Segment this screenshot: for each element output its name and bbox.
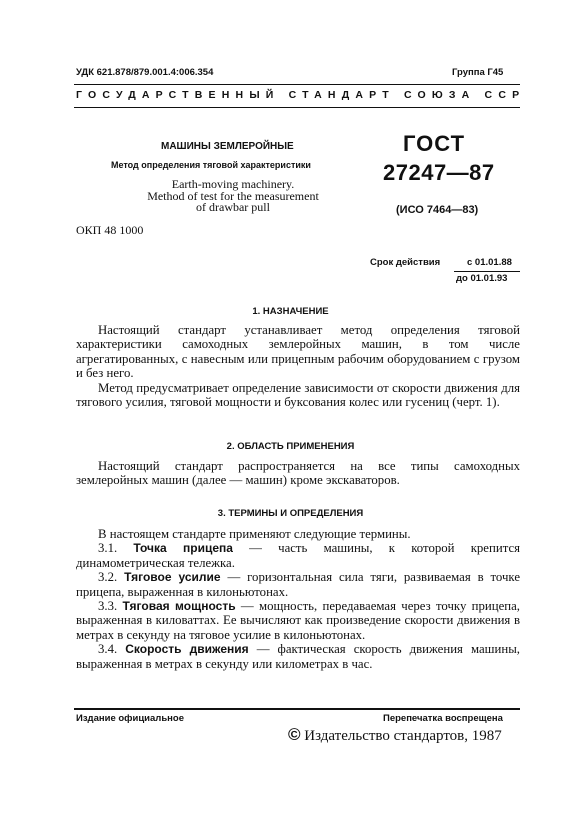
publisher-name: Издательство стандартов, 1987 [304,728,502,744]
state-standard-banner: ГОСУДАРСТВЕННЫЙ СТАНДАРТ СОЮЗА ССР [76,89,526,101]
title-ru-sub: Метод определения тяговой характеристики [111,160,311,170]
section-3-intro: В настоящем стандарте применяют следующие термины. [98,527,411,541]
term-3-3-definition: — мощность, передаваемая через точку прицепа, выраженная в киловаттах. Ее вычисляют как произведение скорости движения в метрах в секунду на тяговое усилие в килоньютонах. [76,599,520,642]
top-rule [74,84,520,85]
title-ru-main: МАШИНЫ ЗЕМЛЕРОЙНЫЕ [161,141,294,152]
banner-rule [74,107,520,108]
group-code: Группа Г45 [452,67,504,78]
term-3-2 [76,570,520,599]
term-3-4-term: Скорость движения [125,642,249,657]
section-1-title: 1. НАЗНАЧЕНИЕ [252,306,329,317]
term-3-2-number: 3.2. [98,570,118,585]
footer-rule [74,708,520,710]
gost-label: ГОСТ [403,131,466,156]
title-en-line-3: of drawbar pull [196,200,270,214]
publisher-line [288,725,502,745]
term-3-1-definition: — часть машины, к которой крепится динамометрическая тележка. [76,541,521,570]
okp-code: ОКП 48 1000 [76,223,144,237]
section-3-title: 3. ТЕРМИНЫ И ОПРЕДЕЛЕНИЯ [217,508,364,519]
section-2-title: 2. ОБЛАСТЬ ПРИМЕНЕНИЯ [226,441,355,452]
term-3-3 [76,599,520,642]
udc-code: УДК 621.878/879.001.4:006.354 [76,67,214,78]
validity-from: с 01.01.88 [467,257,512,268]
term-3-2-term: Тяговое усилие [124,570,221,585]
term-3-3-term: Тяговая мощность [122,599,236,614]
validity-label: Срок действия [370,257,441,268]
section-2-paragraph-1: Настоящий стандарт распространяется на все типы самоходных землеройных машин (далее — машин) кроме экскаваторов. [76,459,520,488]
reprint-notice: Перепечатка воспрещена [383,713,503,724]
gost-number: 27247—87 [383,160,495,185]
term-3-1-term: Точка прицепа [133,541,233,556]
section-1-paragraph-1: Настоящий стандарт устанавливает метод определения тяговой характеристики самоходных землеройных машин, в том числе агрегатированных, с навесным или прицепным рабочим оборудованием с грузом и без него. [76,323,520,381]
section-1-paragraph-2: Метод предусматривает определение зависимости от скорости движения для тягового усилия, тяговой мощности и буксования колес или гусениц (черт. 1). [76,380,520,410]
title-en-line-2: Method of test for the measurement [147,188,319,203]
term-3-4-definition: — фактическая скорость движения машины, выраженная в метрах в секунду или километрах в час. [76,642,520,671]
term-3-2-definition: — горизонтальная сила тяги, развиваемая в точке прицепа, выраженная в килоньютонах. [76,570,521,599]
title-en-line-1: Earth-moving machinery. [171,177,295,191]
term-3-4 [76,642,520,671]
iso-reference: (ИСО 7464—83) [396,204,479,216]
term-3-1 [76,541,520,570]
term-3-3-number: 3.3. [98,599,118,614]
section-1-body [76,323,520,409]
title-en [128,179,338,214]
official-edition: Издание официальное [76,713,184,724]
section-2-body [76,459,520,488]
term-3-1-number: 3.1. [98,541,118,556]
validity-rule [454,271,520,272]
validity-to: до 01.01.93 [456,273,508,284]
copyright-icon: © [288,725,301,744]
section-3-body [76,527,520,671]
term-3-4-number: 3.4. [98,642,118,657]
